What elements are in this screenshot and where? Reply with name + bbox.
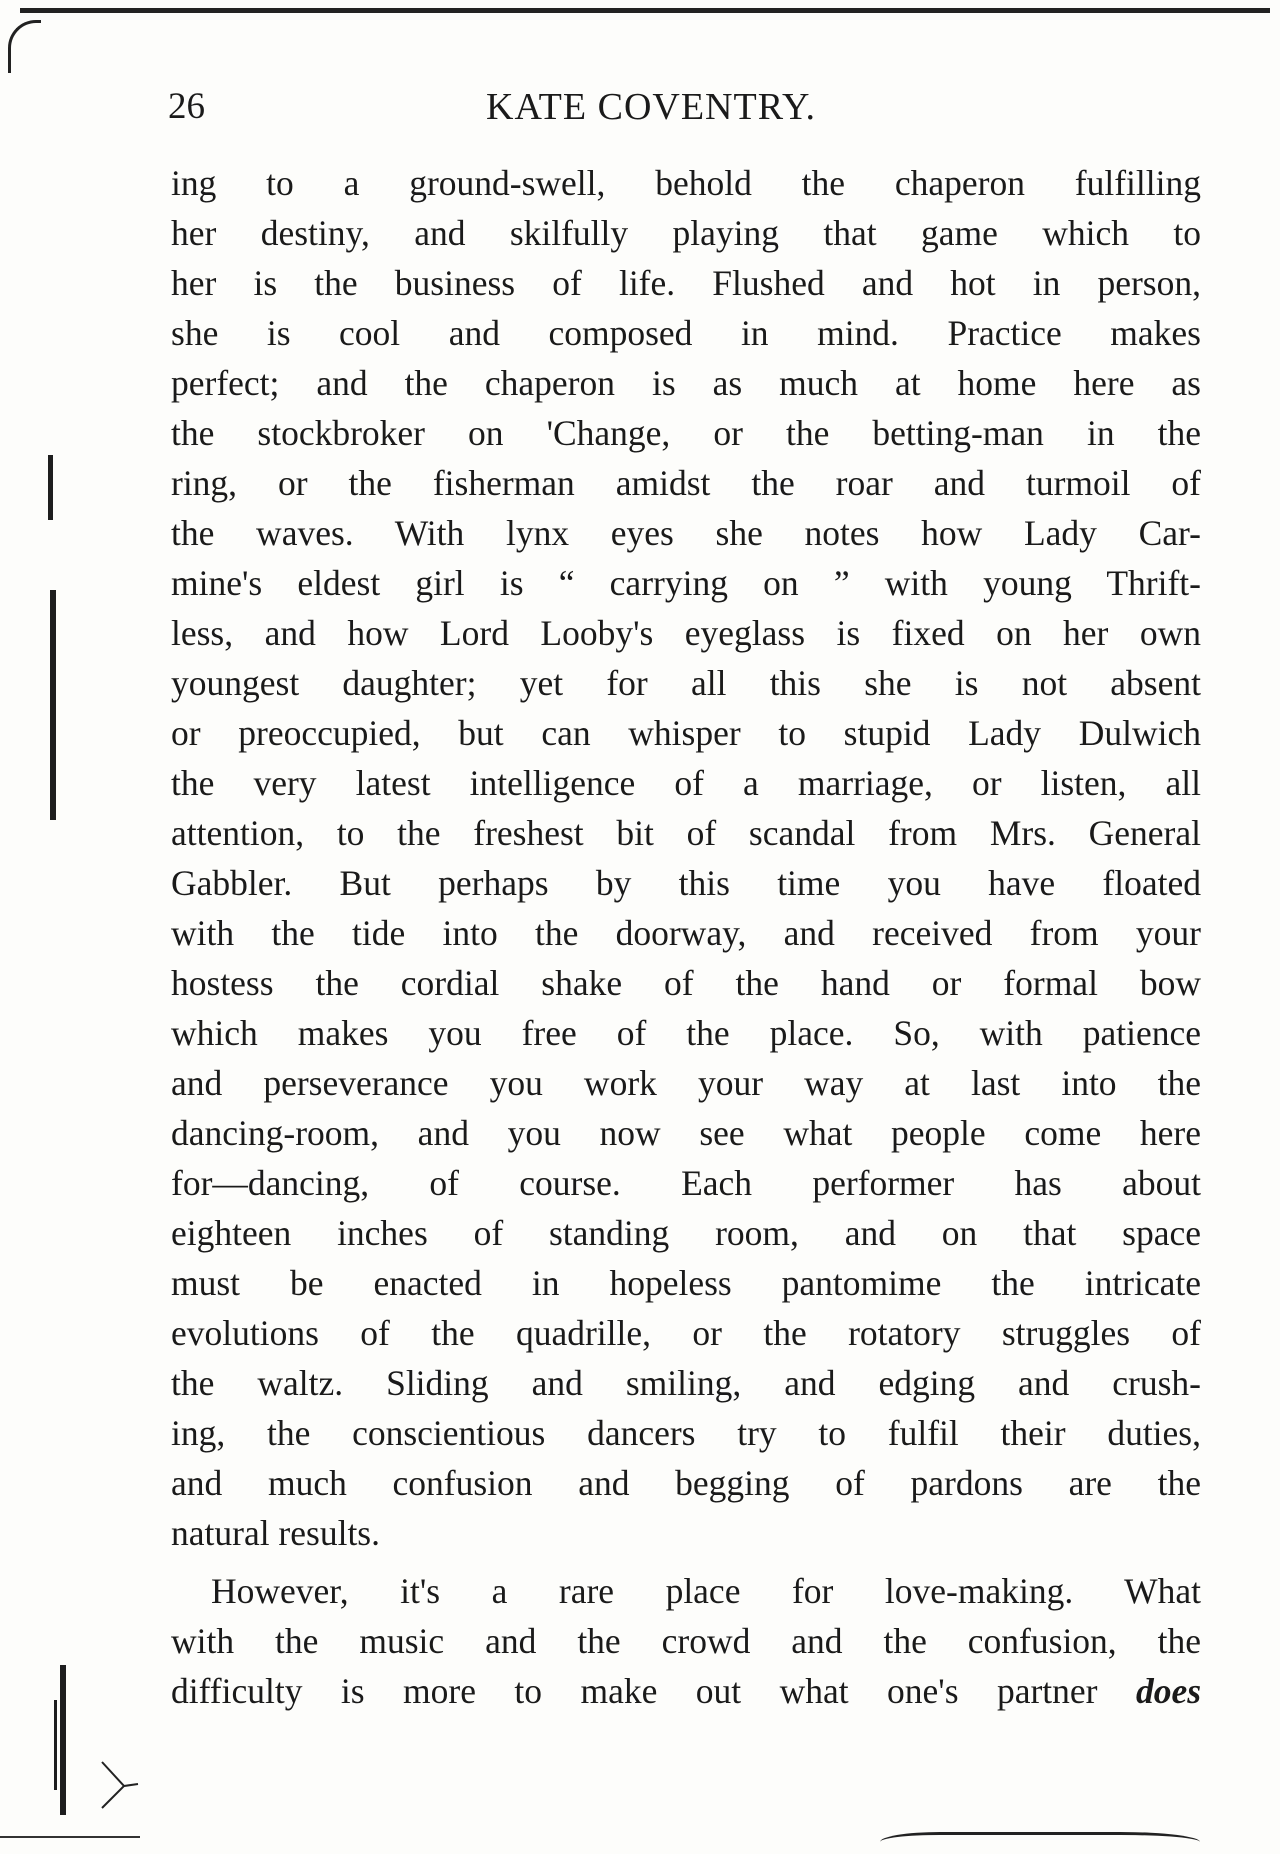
text-line: her is the business of life. Flushed and hot in person, [171,263,1201,303]
scan-edge-smudge [880,1832,1200,1847]
text-line: the stockbroker on 'Change, or the betting-man in the [171,413,1201,453]
binding-mark [50,590,56,820]
text-line: youngest daughter; yet for all this she is not absent [171,663,1201,703]
text-line: the waltz. Sliding and smiling, and edging and crush- [171,1363,1201,1403]
text-line: or preoccupied, but can whisper to stupid Lady Dulwich [171,713,1201,753]
text-line: which makes you free of the place. So, with patience [171,1013,1201,1053]
binding-mark [60,1665,66,1815]
text-line: must be enacted in hopeless pantomime the intricate [171,1263,1201,1303]
text-line: with the music and the crowd and the confusion, the [171,1621,1201,1661]
text-line: hostess the cordial shake of the hand or formal bow [171,963,1201,1003]
scan-edge-corner [8,20,41,73]
page-number: 26 [168,86,205,127]
text-line: and perseverance you work your way at last into the [171,1063,1201,1103]
text-line: she is cool and composed in mind. Practice makes [171,313,1201,353]
binding-mark [48,455,53,520]
text-line: dancing-room, and you now see what people come here [171,1113,1201,1153]
emphasized-word: does [1135,1671,1202,1711]
text-line: ing to a ground-swell, behold the chaperon fulfilling [171,163,1201,203]
text-line: evolutions of the quadrille, or the rotatory struggles of [171,1313,1201,1353]
text-line: attention, to the freshest bit of scandal from Mrs. General [171,813,1201,853]
text-line: the waves. With lynx eyes she notes how Lady Car- [171,513,1201,553]
text-line: eighteen inches of standing room, and on that space [171,1213,1201,1253]
text-line: with the tide into the doorway, and received from your [171,913,1201,953]
text-line: perfect; and the chaperon is as much at home here as [171,363,1201,403]
binding-mark [54,1700,57,1790]
scan-edge-bottom [0,1836,140,1838]
running-title: KATE COVENTRY. [486,86,816,128]
text-fragment: difficulty is more to make out what one's partner [171,1671,1098,1711]
text-line: and much confusion and begging of pardons are the [171,1463,1201,1503]
text-line: Gabbler. But perhaps by this time you have floated [171,863,1201,903]
text-line: less, and how Lord Looby's eyeglass is fixed on her own [171,613,1201,653]
text-line-final [171,1666,1201,1716]
body-text [171,158,1201,1716]
text-line: ing, the conscientious dancers try to fulfil their duties, [171,1413,1201,1453]
text-line: for—dancing, of course. Each performer has about [171,1163,1201,1203]
text-line: However, it's a rare place for love-making. What [211,1571,1201,1611]
scan-edge-top [20,8,1270,13]
text-line: her destiny, and skilfully playing that game which to [171,213,1201,253]
text-line: mine's eldest girl is “ carrying on ” with young Thrift- [171,563,1201,603]
text-line: natural results. [171,1513,380,1553]
text-line: the very latest intelligence of a marriage, or listen, all [171,763,1201,803]
page-header [168,82,1208,132]
scan-corner-mark [100,1760,140,1810]
text-line: ring, or the fisherman amidst the roar and turmoil of [171,463,1201,503]
